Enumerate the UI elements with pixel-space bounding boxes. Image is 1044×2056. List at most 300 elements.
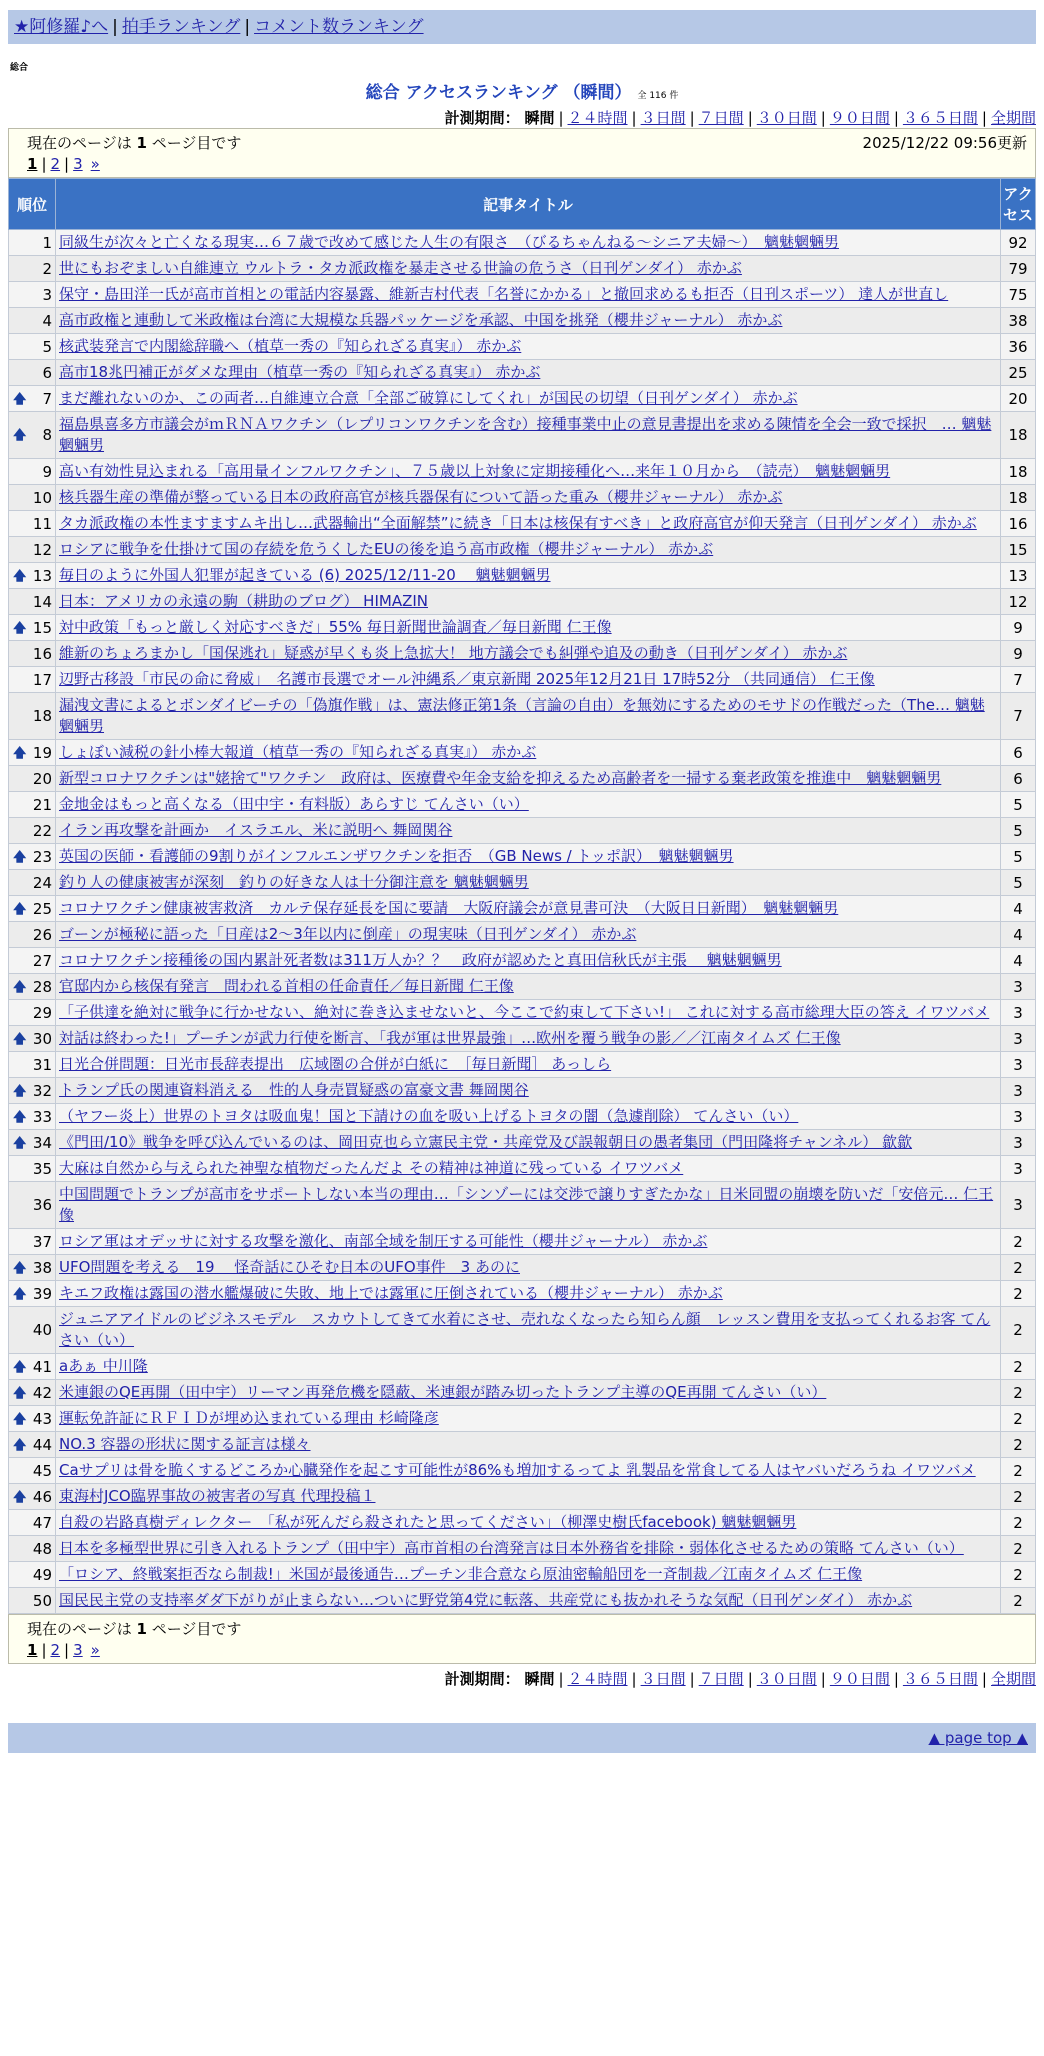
table-row xyxy=(9,1458,1036,1484)
article-link[interactable]: 官邸内から核保有発言 問われる首相の任命責任／毎日新聞 仁王像 xyxy=(59,977,514,995)
up-arrow-icon: 🡅 xyxy=(13,1385,27,1401)
title-cell xyxy=(56,1380,1001,1406)
table-row xyxy=(9,459,1036,485)
period-option-top[interactable]: ９０日間 xyxy=(829,109,890,127)
table-row xyxy=(9,511,1036,537)
access-count: 18 xyxy=(1001,412,1036,459)
access-count: 2 xyxy=(1001,1281,1036,1307)
rank-number: 31 xyxy=(32,1055,52,1074)
rank-number: 41 xyxy=(32,1357,52,1376)
period-option-top[interactable]: ７日間 xyxy=(698,109,744,127)
rank-cell xyxy=(9,511,56,537)
next-page-link[interactable]: » xyxy=(90,155,100,173)
access-count: 9 xyxy=(1001,641,1036,667)
article-link[interactable]: （ヤフー炎上）世界のトヨタは吸血鬼！国と下請けの血を吸い上げるトヨタの闇（急遽削除） てんさい（い） xyxy=(59,1107,799,1125)
access-count: 2 xyxy=(1001,1380,1036,1406)
title-cell xyxy=(56,667,1001,693)
rank-number: 13 xyxy=(32,566,52,585)
access-count: 7 xyxy=(1001,693,1036,740)
rank-cell xyxy=(9,896,56,922)
next-page-link[interactable]: » xyxy=(90,1641,100,1659)
rank-cell xyxy=(9,974,56,1000)
access-count: 2 xyxy=(1001,1536,1036,1562)
period-option-bottom[interactable]: ３０日間 xyxy=(756,1670,817,1688)
title-cell xyxy=(56,922,1001,948)
table-row xyxy=(9,641,1036,667)
article-link[interactable]: aあぁ 中川隆 xyxy=(59,1357,148,1375)
access-count: 5 xyxy=(1001,792,1036,818)
table-row xyxy=(9,896,1036,922)
title-cell xyxy=(56,1281,1001,1307)
period-current: 瞬間 xyxy=(524,1670,555,1688)
access-count: 75 xyxy=(1001,282,1036,308)
access-count: 7 xyxy=(1001,667,1036,693)
access-count: 79 xyxy=(1001,256,1036,282)
article-link[interactable]: 「子供達を絶対に戦争に行かせない、絶対に巻き込ませないと、今ここで約束して下さい!」 これに対する高市総理大臣の答え イワツバメ xyxy=(59,1003,990,1021)
pager-bottom xyxy=(8,1614,1036,1664)
current-page-text: 現在のページは 1 ページ目です xyxy=(27,1620,242,1638)
table-row xyxy=(9,974,1036,1000)
table-row xyxy=(9,1078,1036,1104)
table-row xyxy=(9,1182,1036,1229)
article-link[interactable]: 金地金はもっと高くなる（田中宇・有料版）あらすじ てんさい（い） xyxy=(59,795,529,813)
table-row xyxy=(9,693,1036,740)
title-cell xyxy=(56,334,1001,360)
article-link[interactable]: 中国問題でトランプが高市をサポートしない本当の理由…「シンゾーには交渉で譲りすぎたかな」日米同盟の崩壊を防いだ「安倍元… 仁王像 xyxy=(59,1185,994,1224)
title-cell xyxy=(56,1432,1001,1458)
page-links: 1 | 2 | 3 » xyxy=(27,1641,100,1659)
rank-number: 26 xyxy=(32,925,52,944)
article-link[interactable]: 辺野古移設「市民の命に脅威」 名護市長選でオール沖縄系／東京新聞 2025年12月21日 17時52分 （共同通信） 仁王像 xyxy=(59,670,875,688)
period-selector-top: 計測期間： 瞬間 | ２４時間 | ３日間 | ７日間 | ３０日間 | ９０日間 | ３６５日間 | 全期間 xyxy=(444,109,1036,127)
article-link[interactable]: Caサプリは骨を脆くするどころか心臓発作を起こす可能性が86%も増加するってよ 乳製品を常食してる人はヤバいだろうね イワツバメ xyxy=(59,1461,976,1479)
rank-number: 38 xyxy=(32,1258,52,1277)
rank-cell xyxy=(9,256,56,282)
top-nav-bar: ★阿修羅♪へ | 拍手ランキング | コメント数ランキング xyxy=(8,10,1036,44)
rank-cell xyxy=(9,792,56,818)
article-link[interactable]: UFO問題を考える 19 怪奇話にひそむ日本のUFO事件 3 あのに xyxy=(59,1258,520,1276)
up-arrow-icon: 🡅 xyxy=(13,428,27,443)
rank-number: 35 xyxy=(32,1159,52,1178)
access-count: 3 xyxy=(1001,974,1036,1000)
article-link[interactable]: 維新のちょろまかし「国保逃れ」疑惑が早くも炎上急拡大！ 地方議会でも糾弾や追及の動き（日刊ゲンダイ） 赤かぶ xyxy=(59,644,848,662)
article-link[interactable]: 保守・島田洋一氏が高市首相との電話内容暴露、維新吉村代表「名誉にかかる」と撤回求めるも拒否（日刊スポーツ） 達人が世直し xyxy=(59,285,949,303)
title-cell xyxy=(56,1307,1001,1354)
table-row xyxy=(9,818,1036,844)
rank-cell xyxy=(9,386,56,412)
title-cell xyxy=(56,1255,1001,1281)
rank-cell xyxy=(9,1130,56,1156)
article-link[interactable]: 東海村JCO臨界事故の被害者の写真 代理投稿１ xyxy=(59,1487,376,1505)
title-cell xyxy=(56,896,1001,922)
title-cell xyxy=(56,641,1001,667)
up-arrow-icon: 🡅 xyxy=(13,1109,27,1125)
up-arrow-icon: 🡅 xyxy=(13,1260,27,1276)
table-row xyxy=(9,740,1036,766)
title-cell xyxy=(56,1354,1001,1380)
title-cell xyxy=(56,308,1001,334)
page-link[interactable]: 2 xyxy=(50,155,61,173)
rank-cell xyxy=(9,766,56,792)
period-option-bottom[interactable]: 全期間 xyxy=(990,1670,1036,1688)
up-arrow-icon: 🡅 xyxy=(13,1489,27,1505)
access-count: 3 xyxy=(1001,1182,1036,1229)
rank-number: 48 xyxy=(32,1539,52,1558)
table-row xyxy=(9,1026,1036,1052)
title-cell xyxy=(56,360,1001,386)
rank-cell xyxy=(9,1536,56,1562)
up-arrow-icon: 🡅 xyxy=(13,1135,27,1151)
table-row xyxy=(9,1510,1036,1536)
article-link[interactable]: 世にもおぞましい自維連立 ウルトラ・タカ派政権を暴走させる世論の危うさ（日刊ゲンダイ） 赤かぶ xyxy=(59,259,742,277)
title-cell xyxy=(56,1588,1001,1614)
title-cell xyxy=(56,615,1001,641)
article-link[interactable]: 核兵器生産の準備が整っている日本の政府高官が核兵器保有について語った重み（櫻井ジャーナル） 赤かぶ xyxy=(59,488,783,506)
rank-number: 1 xyxy=(42,233,52,252)
rank-number: 22 xyxy=(32,821,52,840)
article-link[interactable]: ジュニアアイドルのビジネスモデル スカウトしてきて水着にさせ、売れなくなったら知らん顔 レッスン費用を支払ってくれるお客 てんさい（い） xyxy=(59,1310,991,1349)
updated-time: 2025/12/22 09:56更新 xyxy=(862,134,1027,152)
article-link[interactable]: 対話は終わった!」プーチンが武力行使を断言、「我が軍は世界最強」…欧州を覆う戦争の影／／江南タイムズ 仁王像 xyxy=(59,1029,841,1047)
access-count: 36 xyxy=(1001,334,1036,360)
article-link[interactable]: タカ派政権の本性ますますムキ出し…武器輸出“全面解禁”に続き「日本は核保有すべき」と政府高官が仰天発言（日刊ゲンダイ） 赤かぶ xyxy=(59,514,977,532)
table-row xyxy=(9,1255,1036,1281)
table-row xyxy=(9,1307,1036,1354)
page-current: 1 xyxy=(27,1641,38,1659)
access-count: 3 xyxy=(1001,1104,1036,1130)
table-row xyxy=(9,667,1036,693)
table-row xyxy=(9,1354,1036,1380)
table-row xyxy=(9,1432,1036,1458)
table-row xyxy=(9,1104,1036,1130)
article-link[interactable]: コロナワクチン接種後の国内累計死者数は311万人か？？ 政府が認めたと真田信秋氏が主張 魑魅魍魎男 xyxy=(59,951,782,969)
title-cell xyxy=(56,740,1001,766)
title-cell xyxy=(56,563,1001,589)
title-cell xyxy=(56,693,1001,740)
title-cell xyxy=(56,1182,1001,1229)
rank-cell xyxy=(9,844,56,870)
article-link[interactable]: 高い有効性見込まれる「高用量インフルワクチン」、７５歳以上対象に定期接種化へ…来年１０月から （読売） 魑魅魍魎男 xyxy=(59,462,891,480)
rank-number: 36 xyxy=(32,1196,52,1214)
page-link[interactable]: 2 xyxy=(50,1641,61,1659)
access-count: 2 xyxy=(1001,1510,1036,1536)
access-count: 2 xyxy=(1001,1307,1036,1354)
rank-cell xyxy=(9,308,56,334)
access-count: 18 xyxy=(1001,459,1036,485)
period-option-top[interactable]: ２４時間 xyxy=(567,109,628,127)
article-link[interactable]: 漏洩文書によるとボンダイビーチの「偽旗作戦」は、憲法修正第1条（言論の自由）を無効にするためのモサドの作戦だった（The… 魑魅魍魎男 xyxy=(59,696,985,735)
article-link[interactable]: ゴーンが極秘に語った「日産は2～3年以内に倒産」の現実味（日刊ゲンダイ） 赤かぶ xyxy=(59,925,637,943)
title-cell xyxy=(56,537,1001,563)
article-link[interactable]: 日光合併問題：日光市長辞表提出 広域圏の合併が白紙に ［毎日新聞］ あっしら xyxy=(59,1055,612,1073)
rank-number: 14 xyxy=(32,592,52,611)
rank-number: 27 xyxy=(32,951,52,970)
rank-number: 34 xyxy=(32,1133,52,1152)
access-count: 5 xyxy=(1001,844,1036,870)
access-count: 2 xyxy=(1001,1229,1036,1255)
total-count: 全 116 件 xyxy=(637,91,679,101)
rank-cell xyxy=(9,1354,56,1380)
title-cell xyxy=(56,766,1001,792)
rank-number: 30 xyxy=(32,1029,52,1048)
rank-number: 50 xyxy=(32,1591,52,1610)
period-option-top[interactable]: ３日間 xyxy=(640,109,686,127)
up-arrow-icon: 🡅 xyxy=(13,901,27,917)
table-row xyxy=(9,256,1036,282)
table-row xyxy=(9,1484,1036,1510)
rank-number: 23 xyxy=(32,847,52,866)
title-cell xyxy=(56,459,1001,485)
table-row xyxy=(9,870,1036,896)
rank-cell xyxy=(9,641,56,667)
up-arrow-icon: 🡅 xyxy=(13,1437,27,1453)
article-link[interactable]: 毎日のように外国人犯罪が起きている (6) 2025/12/11-20 魑魅魍魎男 xyxy=(59,566,551,584)
comment-ranking-link[interactable]: コメント数ランキング xyxy=(254,17,424,37)
rank-number: 18 xyxy=(32,707,52,725)
period-option-top[interactable]: 全期間 xyxy=(990,109,1036,127)
rank-number: 37 xyxy=(32,1232,52,1251)
up-arrow-icon: 🡅 xyxy=(13,1359,27,1375)
title-cell xyxy=(56,1026,1001,1052)
article-link[interactable]: トランプ氏の関連資料消える 性的人身売買疑惑の富豪文書 舞岡関谷 xyxy=(59,1081,529,1099)
period-option-top[interactable]: ３０日間 xyxy=(756,109,817,127)
rank-number: 11 xyxy=(32,514,52,533)
title-cell xyxy=(56,282,1001,308)
access-count: 9 xyxy=(1001,615,1036,641)
rank-cell xyxy=(9,1182,56,1229)
table-row xyxy=(9,1000,1036,1026)
page-link[interactable]: 3 xyxy=(73,1641,83,1659)
period-option-top[interactable]: ３６５日間 xyxy=(902,109,978,127)
rank-number: 19 xyxy=(32,743,52,762)
pager-top xyxy=(8,128,1036,178)
up-arrow-icon: 🡅 xyxy=(13,979,27,995)
table-row xyxy=(9,1380,1036,1406)
rank-number: 28 xyxy=(32,977,52,996)
article-link[interactable]: ロシア軍はオデッサに対する攻撃を激化、南部全域を制圧する可能性（櫻井ジャーナル） 赤かぶ xyxy=(59,1232,708,1250)
title-cell xyxy=(56,1229,1001,1255)
access-count: 2 xyxy=(1001,1458,1036,1484)
access-count: 2 xyxy=(1001,1484,1036,1510)
ranking-table xyxy=(8,178,1036,1614)
title-cell xyxy=(56,1104,1001,1130)
rank-cell xyxy=(9,615,56,641)
rank-cell xyxy=(9,693,56,740)
rank-cell xyxy=(9,485,56,511)
rank-cell xyxy=(9,230,56,256)
rank-number: 39 xyxy=(32,1284,52,1303)
rank-cell xyxy=(9,1432,56,1458)
access-count: 6 xyxy=(1001,766,1036,792)
table-row xyxy=(9,282,1036,308)
access-count: 2 xyxy=(1001,1255,1036,1281)
current-page-number: 1 xyxy=(136,1620,147,1638)
home-link[interactable]: ★阿修羅♪へ xyxy=(14,17,109,37)
rank-cell xyxy=(9,948,56,974)
article-link[interactable]: 日本：アメリカの永遠の駒（耕助のブログ） HIMAZIN xyxy=(59,592,428,610)
article-link[interactable]: 米連銀のQE再開（田中宇）リーマン再発危機を隠蔽、米連銀が踏み切ったトランプ主導のQE再開 てんさい（い） xyxy=(59,1383,827,1401)
table-row xyxy=(9,230,1036,256)
access-count: 4 xyxy=(1001,922,1036,948)
title-cell xyxy=(56,1130,1001,1156)
rank-number: 40 xyxy=(32,1321,52,1339)
page-title: 総合 アクセスランキング （瞬間） xyxy=(365,83,632,103)
rank-number: 42 xyxy=(32,1383,52,1402)
rank-number: 33 xyxy=(32,1107,52,1126)
rank-number: 45 xyxy=(32,1461,52,1480)
access-count: 16 xyxy=(1001,511,1036,537)
table-row xyxy=(9,334,1036,360)
access-count: 92 xyxy=(1001,230,1036,256)
article-link[interactable]: キエフ政権は露国の潜水艦爆破に失敗、地上では露軍に圧倒されている（櫻井ジャーナル） 赤かぶ xyxy=(59,1284,723,1302)
article-link[interactable]: 高市18兆円補正がダメな理由（植草一秀の『知られざる真実』） 赤かぶ xyxy=(59,363,541,381)
page-links: 1 | 2 | 3 » xyxy=(27,155,100,173)
article-link[interactable]: 大麻は自然から与えられた神聖な植物だったんだよ その精神は神道に残っている イワツバメ xyxy=(59,1159,684,1177)
page-link[interactable]: 3 xyxy=(73,155,83,173)
title-cell xyxy=(56,844,1001,870)
page-current: 1 xyxy=(27,155,38,173)
access-count: 3 xyxy=(1001,1078,1036,1104)
title-cell xyxy=(56,230,1001,256)
period-option-bottom[interactable]: ９０日間 xyxy=(829,1670,890,1688)
rank-cell xyxy=(9,1281,56,1307)
access-count: 12 xyxy=(1001,589,1036,615)
title-cell xyxy=(56,870,1001,896)
article-link[interactable]: 核武装発言で内閣総辞職へ（植草一秀の『知られざる真実』） 赤かぶ xyxy=(59,337,522,355)
rank-number: 7 xyxy=(42,389,52,408)
rank-cell xyxy=(9,818,56,844)
rank-number: 9 xyxy=(42,462,52,481)
rank-cell xyxy=(9,1156,56,1182)
rank-cell xyxy=(9,1104,56,1130)
rank-cell xyxy=(9,1562,56,1588)
rank-cell xyxy=(9,1458,56,1484)
title-cell xyxy=(56,485,1001,511)
access-count: 6 xyxy=(1001,740,1036,766)
period-option-bottom[interactable]: ３６５日間 xyxy=(902,1670,978,1688)
rank-number: 32 xyxy=(32,1081,52,1100)
footer-bar xyxy=(8,1723,1036,1753)
table-row xyxy=(9,589,1036,615)
article-link[interactable]: コロナワクチン健康被害救済 カルテ保存延長を国に要請 大阪府議会が意見書可決 （大阪日日新聞） 魑魅魍魎男 xyxy=(59,899,839,917)
article-link[interactable]: 英国の医師・看護師の9割りがインフルエンザワクチンを拒否 （GB News / トッポ訳） 魑魅魍魎男 xyxy=(59,847,734,865)
table-row xyxy=(9,1588,1036,1614)
rank-cell xyxy=(9,667,56,693)
table-row xyxy=(9,485,1036,511)
table-row xyxy=(9,766,1036,792)
title-cell xyxy=(56,1078,1001,1104)
article-link[interactable]: 同級生が次々と亡くなる現実…６７歳で改めて感じた人生の有限さ （びるちゃんねる～シニア夫婦～） 魑魅魍魎男 xyxy=(59,233,840,251)
access-count: 4 xyxy=(1001,896,1036,922)
article-link[interactable]: 国民民主党の支持率ダダ下がりが止まらない…ついに野党第4党に転落、共産党にも抜かれそうな気配（日刊ゲンダイ） 赤かぶ xyxy=(59,1591,913,1609)
rank-cell xyxy=(9,1255,56,1281)
title-cell xyxy=(56,1536,1001,1562)
article-link[interactable]: 自殺の岩路真樹ディレクター 「私が死んだら殺されたと思ってください」（柳澤史樹氏facebook) 魑魅魍魎男 xyxy=(59,1513,797,1531)
rank-number: 49 xyxy=(32,1565,52,1584)
rank-cell xyxy=(9,922,56,948)
article-link[interactable]: 日本を多極型世界に引き入れるトランプ（田中宇）高市首相の台湾発言は日本外務省を排除・弱体化させるための策略 てんさい（い） xyxy=(59,1539,964,1557)
access-count: 2 xyxy=(1001,1432,1036,1458)
rank-number: 46 xyxy=(32,1487,52,1506)
up-arrow-icon: 🡅 xyxy=(13,1031,27,1047)
access-count: 2 xyxy=(1001,1588,1036,1614)
rank-number: 29 xyxy=(32,1003,52,1022)
access-count: 2 xyxy=(1001,1406,1036,1432)
article-link[interactable]: 対中政策「もっと厳しく対応すべきだ」55% 毎日新聞世論調査／毎日新聞 仁王像 xyxy=(59,618,612,636)
up-arrow-icon: 🡅 xyxy=(13,745,27,761)
rank-number: 17 xyxy=(32,670,52,689)
article-link[interactable]: NO.3 容器の形状に関する証言は様々 xyxy=(59,1435,311,1453)
period-selector-bottom: 計測期間： 瞬間 | ２４時間 | ３日間 | ７日間 | ３０日間 | ９０日間 | ３６５日間 | 全期間 xyxy=(444,1670,1036,1688)
article-link[interactable]: ロシアに戦争を仕掛けて国の存続を危うくしたEUの後を追う高市政権（櫻井ジャーナル） 赤かぶ xyxy=(59,540,714,558)
rank-cell xyxy=(9,459,56,485)
article-link[interactable]: まだ離れないのか、この両者…自維連立合意「全部ご破算にしてくれ」が国民の切望（日刊ゲンダイ） 赤かぶ xyxy=(59,389,798,407)
table-row xyxy=(9,1281,1036,1307)
article-link[interactable]: 《門田/10》戦争を呼び込んでいるのは、岡田克也ら立憲民主党・共産党及び誤報朝日の愚者集団（門田隆将チャンネル） 歙歙 xyxy=(59,1133,913,1151)
rank-cell xyxy=(9,1026,56,1052)
rank-cell xyxy=(9,1484,56,1510)
header-rank: 順位 xyxy=(9,179,56,230)
title-cell xyxy=(56,1000,1001,1026)
table-row xyxy=(9,1406,1036,1432)
applause-ranking-link[interactable]: 拍手ランキング xyxy=(121,17,241,37)
article-link[interactable]: 新型コロナワクチンは"姥捨て"ワクチン 政府は、医療費や年金支給を抑えるため高齢者を一掃する棄老政策を推進中 魑魅魍魎男 xyxy=(59,769,942,787)
rank-number: 12 xyxy=(32,540,52,559)
period-option-bottom[interactable]: ３日間 xyxy=(640,1670,686,1688)
access-count: 3 xyxy=(1001,1000,1036,1026)
header-title: 記事タイトル xyxy=(56,179,1001,230)
article-link[interactable]: イラン再攻撃を計画か イスラエル、米に説明へ 舞岡関谷 xyxy=(59,821,453,839)
table-row xyxy=(9,948,1036,974)
access-count: 25 xyxy=(1001,360,1036,386)
rank-cell xyxy=(9,412,56,459)
rank-cell xyxy=(9,1078,56,1104)
table-row xyxy=(9,1562,1036,1588)
rank-cell xyxy=(9,870,56,896)
table-row xyxy=(9,308,1036,334)
table-row xyxy=(9,386,1036,412)
article-link[interactable]: 釣り人の健康被害が深刻 釣りの好きな人は十分御注意を 魑魅魍魎男 xyxy=(59,873,529,891)
page-top-link[interactable]: ▲ page top ▲ xyxy=(928,1729,1028,1747)
title-cell xyxy=(56,1458,1001,1484)
period-label: 計測期間： xyxy=(444,109,520,127)
current-page-number: 1 xyxy=(136,134,147,152)
up-arrow-icon: 🡅 xyxy=(13,1286,27,1302)
table-row xyxy=(9,615,1036,641)
rank-cell xyxy=(9,537,56,563)
rank-number: 20 xyxy=(32,769,52,788)
article-link[interactable]: 「ロシア、終戦案拒否なら制裁!」米国が最後通告…プーチン非合意なら原油密輸船団を一斉制裁／江南タイムズ 仁王像 xyxy=(59,1565,863,1583)
article-link[interactable]: 福島県喜多方市議会がｍＲＮＡワクチン（レプリコンワクチンを含む）接種事業中止の意見書提出を求める陳情を全会一致で採択 … 魑魅魍魎男 xyxy=(59,415,992,454)
category-label: 総合 xyxy=(10,63,29,73)
access-count: 20 xyxy=(1001,386,1036,412)
title-cell xyxy=(56,974,1001,1000)
table-row xyxy=(9,1536,1036,1562)
rank-number: 3 xyxy=(42,285,52,304)
rank-cell xyxy=(9,589,56,615)
table-row xyxy=(9,537,1036,563)
rank-number: 44 xyxy=(32,1435,52,1454)
access-count: 5 xyxy=(1001,870,1036,896)
period-label: 計測期間： xyxy=(444,1670,520,1688)
period-option-bottom[interactable]: ２４時間 xyxy=(567,1670,628,1688)
article-link[interactable]: 運転免許証にＲＦＩＤが埋め込まれている理由 杉崎隆彦 xyxy=(59,1409,439,1427)
access-count: 18 xyxy=(1001,485,1036,511)
table-row xyxy=(9,412,1036,459)
article-link[interactable]: 高市政権と連動して米政権は台湾に大規模な兵器パッケージを承認、中国を挑発（櫻井ジャーナル） 赤かぶ xyxy=(59,311,783,329)
period-option-bottom[interactable]: ７日間 xyxy=(698,1670,744,1688)
article-link[interactable]: しょぼい減税の針小棒大報道（植草一秀の『知られざる真実』） 赤かぶ xyxy=(59,743,537,761)
